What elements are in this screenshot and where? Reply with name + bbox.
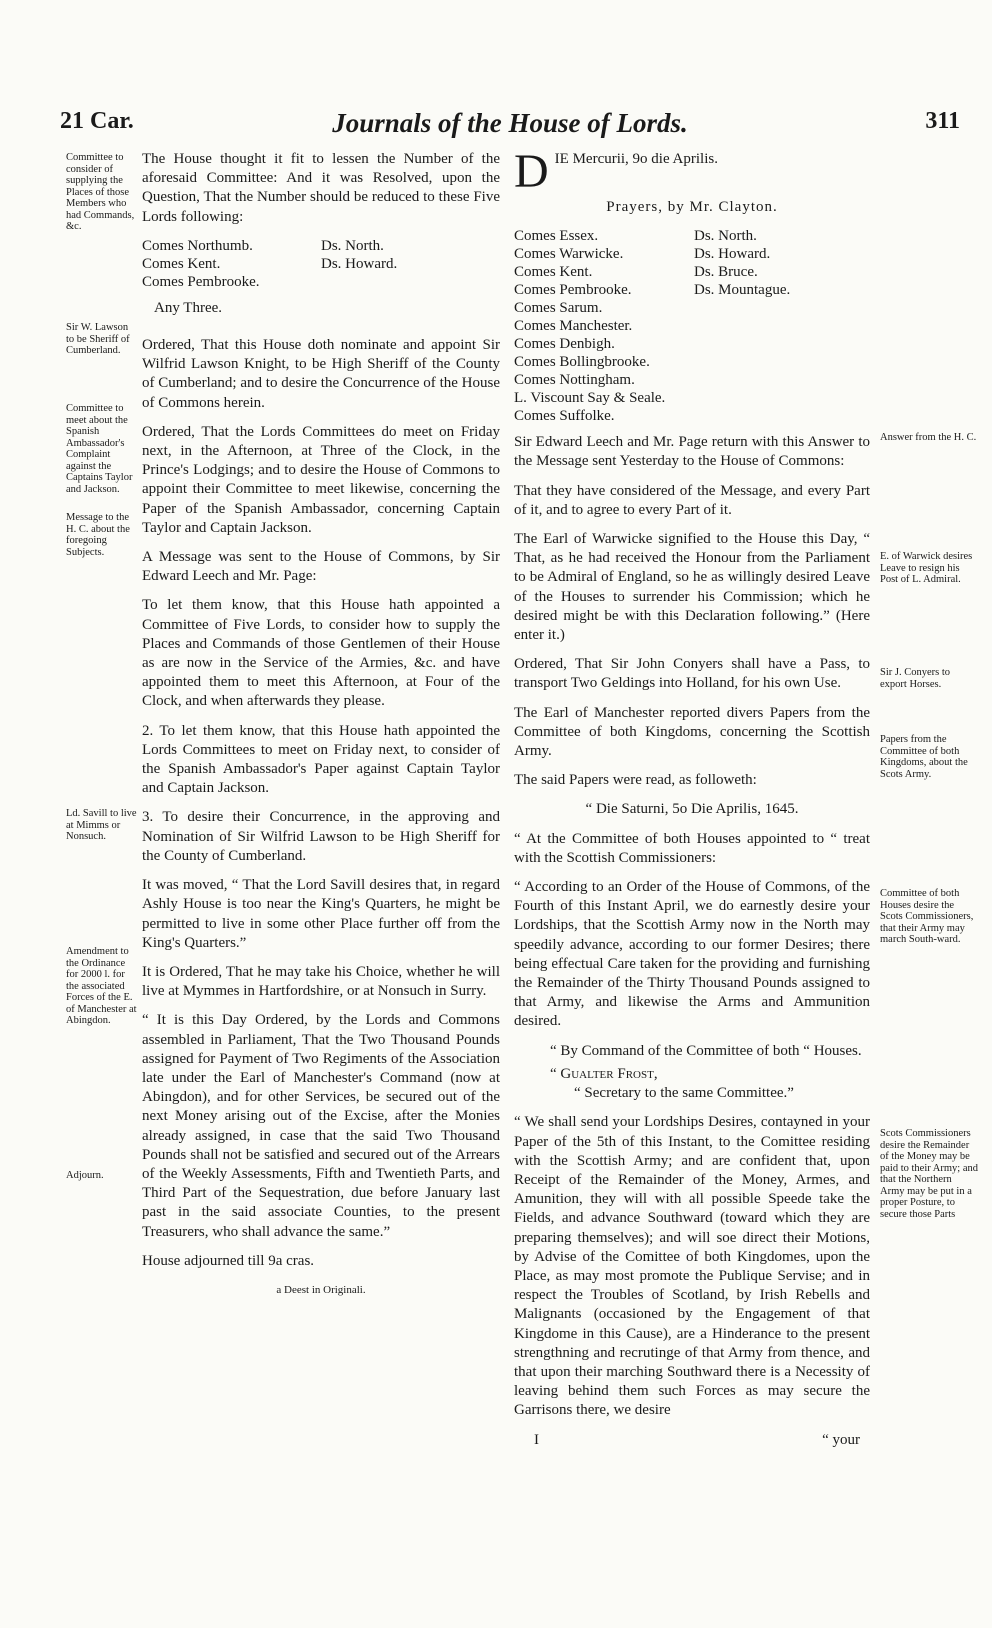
prayers-line: Prayers, by Mr. Clayton. bbox=[606, 199, 778, 215]
lord-name: Comes Sarum. bbox=[514, 300, 603, 317]
lord-name: Comes Warwicke. bbox=[514, 246, 624, 263]
lord-name: Ds. North. bbox=[694, 228, 757, 245]
lord-name: Ds. Mountague. bbox=[694, 282, 791, 299]
margin-note: Amendment to the Ordinance for 2000 l. for the associated Forces of the E. of Manchester at Abingdon. bbox=[66, 946, 137, 1026]
page-number: 311 bbox=[925, 108, 960, 134]
journal-title: Journals of the House of Lords. bbox=[332, 108, 688, 138]
paragraph: 2. To let them know, that this House hath appointed the Lords Committees to meet on Friday next, to consider of the Spanish Ambassador's Paper against Captain Taylor and Captain Jackson. bbox=[142, 722, 500, 797]
lord-name: Comes Northumb. bbox=[142, 237, 253, 254]
paragraph: The House thought it fit to lessen the Number of the aforesaid Committee: And it was Resolved, upon the Question, That the Number should be reduced to these Five Lords following: bbox=[142, 151, 500, 225]
margin-note: Committee to meet about the Spanish Ambassador's Complaint against the Captains Taylor and Jackson. bbox=[66, 403, 133, 495]
margin-note: Answer from the H. C. bbox=[880, 432, 977, 443]
footnote: a Deest in Originali. bbox=[276, 1283, 366, 1296]
running-header bbox=[60, 108, 960, 148]
paragraph: A Message was sent to the House of Commons, by Sir Edward Leech and Mr. Page: bbox=[142, 549, 500, 585]
lord-name: Comes Denbigh. bbox=[514, 336, 615, 353]
signatory: “ Gualter Frost, bbox=[550, 1065, 658, 1082]
drop-cap: D bbox=[514, 150, 549, 192]
right-column bbox=[514, 150, 870, 1451]
catchword: “ your bbox=[822, 1431, 860, 1448]
lord-name: L. Viscount Say & Seale. bbox=[514, 390, 666, 407]
signatory-title: “ Secretary to the same Committee.” bbox=[574, 1085, 794, 1102]
paragraph: 3. To desire their Concurrence, in the approving and Nomination of Sir Wilfrid Lawson to be High Sheriff for the County of Cumberland. bbox=[142, 809, 500, 864]
paragraph: “ Die Saturni, 5o Die Aprilis, 1645. bbox=[585, 801, 799, 818]
lord-name: Ds. Bruce. bbox=[694, 264, 758, 281]
lords-list bbox=[142, 237, 500, 291]
margin-note: E. of Warwick desires Leave to resign his Post of L. Admiral. bbox=[880, 551, 973, 585]
lord-name: Ds. Howard. bbox=[321, 255, 398, 272]
paragraph: Ordered, That the Lords Committees do meet on Friday next, in the Afternoon, at Three of the Clock, in the Prince's Lodgings; and to desire the House of Commons to appoint their Committee to meet likewise, concerning the Paper of the Spanish Ambassador, concerning Captain Taylor and Captain Jackson. bbox=[142, 423, 500, 536]
date-heading bbox=[514, 150, 870, 192]
lords-present bbox=[514, 227, 870, 425]
lord-name: Ds. Howard. bbox=[694, 246, 771, 263]
paragraph: It was moved, “ That the Lord Savill desires that, in regard Ashly House is too near the King's Quarters, he might be permitted to live in some other Place further off from the King's Quarters.” bbox=[142, 877, 500, 951]
margin-note: Committee of both Houses desire the Scots Commissioners, that their Army may march South-ward. bbox=[880, 888, 974, 945]
lord-name: Comes Kent. bbox=[514, 264, 593, 281]
paragraph: It is Ordered, That he may take his Choice, whether he will live at Mymmes in Hartfordshire, or at Nonsuch in Surry. bbox=[142, 963, 500, 1000]
margin-note: Adjourn. bbox=[66, 1170, 104, 1181]
lord-name: Ds. North. bbox=[321, 237, 384, 254]
paragraph: Ordered, That this House doth nominate and appoint Sir Wilfrid Lawson Knight, to be High Sheriff of the County of Cumberland; and to desire the Concurrence of the House of Commons herein. bbox=[142, 337, 500, 411]
paragraph: “ According to an Order of the House of Commons, of the Fourth of this Instant April, we do earnestly desire your Lordships, that the Scottish Army now in the North may speedily advance, according to our former Desires; there being effectual Care taken for the providing and furnishing the Remainder of the Thirty Thousand Pounds assigned to that Army, and likewise the Arms and Ammunition desired. bbox=[514, 879, 870, 1030]
lord-name: Comes Pembrooke. bbox=[514, 282, 632, 299]
paragraph: Sir Edward Leech and Mr. Page return with this Answer to the Message sent Yesterday to the House of Commons: bbox=[514, 434, 870, 470]
margin-note: Sir J. Conyers to export Horses. bbox=[880, 667, 951, 690]
paragraph: The Earl of Manchester reported divers Papers from the Committee of both Kingdoms, concerning the Scottish Army. bbox=[514, 704, 870, 760]
date-line: IE Mercurii, 9o die Aprilis. bbox=[554, 151, 718, 167]
lord-name: Comes Kent. bbox=[142, 255, 221, 272]
margin-note: Ld. Savill to live at Mimms or Nonsuch. bbox=[66, 808, 137, 842]
lord-name: Comes Essex. bbox=[514, 228, 599, 245]
margin-note: Papers from the Committee of both Kingdoms, about the Scots Army. bbox=[880, 734, 968, 780]
paragraph: “ By Command of the Committee of both “ Houses. bbox=[550, 1042, 862, 1059]
margin-note: Committee to consider of supplying the Places of those Members who had Commands, &c. bbox=[66, 152, 135, 232]
page-footer bbox=[514, 1431, 870, 1451]
paragraph: The said Papers were read, as followeth: bbox=[514, 772, 757, 789]
margin-note: Scots Commissioners desire the Remainder of the Money may be paid to their Army; and that the Northern Army may be put in a proper Posture, to secure those Parts bbox=[880, 1128, 978, 1220]
paragraph: That they have considered of the Message, and every Part of it, and to agree to every Part of it. bbox=[514, 482, 870, 518]
lord-name: Comes Bollingbrooke. bbox=[514, 354, 650, 371]
paragraph: To let them know, that this House hath appointed a Committee of Five Lords, to consider how to supply the Places and Commands of those Gentlemen of their House as are now in the Service of the Armies, &c. and have appointed them to meet this Afternoon, at Four of the Clock, and when afterwards they please. bbox=[142, 597, 500, 710]
quorum: Any Three. bbox=[154, 299, 223, 316]
lord-name: Comes Pembrooke. bbox=[142, 273, 260, 290]
paragraph: The Earl of Warwicke signified to the House this Day, “ That, as he had received the Honour from the Parliament to be Admiral of England, so he as willingly desired Leave of the Houses to surrender his Commission; which he desired might be with this Declaration following.” (Here enter it.) bbox=[514, 531, 870, 644]
paragraph: “ At the Committee of both Houses appointed to “ treat with the Scottish Commissioners: bbox=[514, 830, 870, 866]
left-column bbox=[142, 150, 500, 1310]
paragraph: Ordered, That Sir John Conyers shall have a Pass, to transport Two Geldings into Holland, for his own Use. bbox=[514, 656, 870, 692]
paragraph: House adjourned till 9a cras. bbox=[142, 1252, 315, 1269]
signature-mark: I bbox=[534, 1431, 539, 1448]
margin-note: Sir W. Lawson to be Sheriff of Cumberland. bbox=[66, 322, 130, 356]
margin-note: Message to the H. C. about the foregoing Subjects. bbox=[66, 512, 130, 558]
regnal-year: 21 Car. bbox=[60, 108, 134, 134]
lord-name: Comes Manchester. bbox=[514, 318, 633, 335]
paragraph: “ It is this Day Ordered, by the Lords and Commons assembled in Parliament, That the Two Thousand Pounds assigned for Payment of Two Regiments of the Association late under the Earl of Manchester's Command (now at Abingdon), and for other Services, be secured out of the next Money arising out of the Excise, after the Monies already assigned, in case that the said Two Thousand Pounds shall not be satisfied and secured out of the Arrears of the Weekly Assessments, Fifth and Twentieth Parts, and Third Part of the Sequestration, due before January last past in the said associate Counties, to the present Treasurers, who shall advance the same.” bbox=[142, 1012, 500, 1240]
paragraph: “ We shall send your Lordships Desires, contayned in your Paper of the 5th of this Instant, to the Comittee residing with the Scottish Army; and are confident that, upon Receipt of the Remainder of the Money, Armes, and Amunition, they will with all possible Speede take the Fields, and advance Southward (toward which they are preparing themselves); and will soe direct their Motions, by Advise of the Comittee of both Kingdomes, upon the Place, as may most promote the Publique Servise; and in respect the Troubles of Scotland, by Irish Rebells and Malignants (occasioned by the Engagement of that Kingdome in this Cause), are a Hinderance to the present strengthning and recrutinge of that Army from thence, and that upon their marching Southward there is a Necessity of leaving behind them such Forces as may secure the Garrisons there, we desire bbox=[514, 1114, 870, 1419]
lord-name: Comes Suffolke. bbox=[514, 408, 615, 425]
lord-name: Comes Nottingham. bbox=[514, 372, 635, 389]
